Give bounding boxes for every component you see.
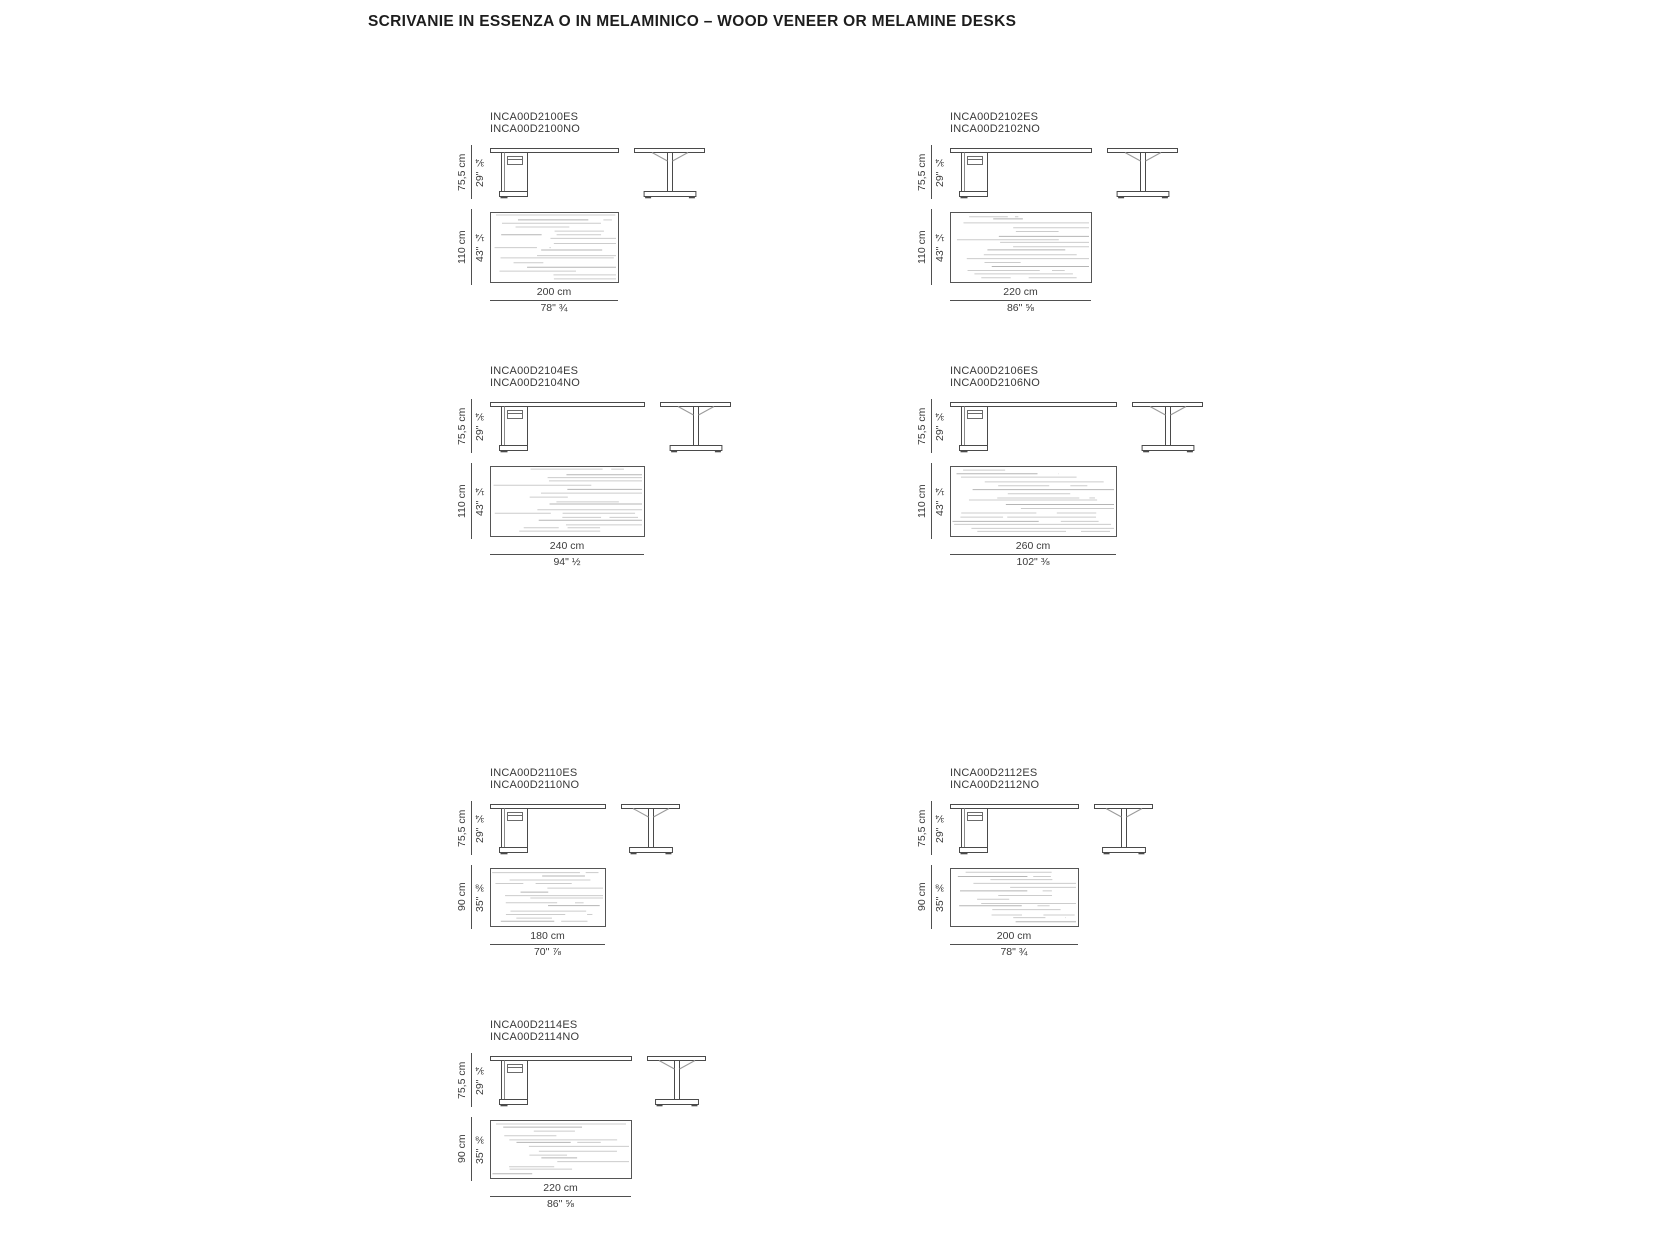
side-elevation-drawing (621, 804, 681, 860)
front-elevation-drawing (490, 148, 620, 204)
product-code-primary: INCA00D2112ES (950, 767, 1038, 779)
height-dimension-cm: 75,5 cm (456, 809, 468, 847)
width-dimension-cm: 200 cm (536, 286, 572, 298)
height-dimension-line (931, 399, 932, 453)
depth-dimension (450, 466, 488, 536)
depth-dimension-cm: 110 cm (916, 484, 928, 518)
depth-dimension-inches: 43" ¼ (934, 485, 946, 517)
width-dimension (950, 540, 1116, 569)
width-dimension-inches: 78" ¾ (1000, 946, 1028, 958)
depth-dimension-inches: 43" ¼ (934, 231, 946, 263)
desk-block-INCA00D2106ES (910, 366, 1330, 606)
page-title: SCRIVANIE IN ESSENZA O IN MELAMINICO – WOOD VENEER OR MELAMINE DESKS (368, 13, 1017, 30)
width-dimension (490, 1182, 631, 1211)
width-dimension (950, 930, 1078, 959)
depth-dimension-line (471, 865, 472, 929)
height-dimension-line (471, 801, 472, 855)
desk-block-INCA00D2114ES (450, 1020, 870, 1246)
depth-dimension-cm: 90 cm (456, 1134, 468, 1164)
depth-dimension-inches: 35" ⅜ (474, 1133, 486, 1165)
product-code-primary: INCA00D2106ES (950, 365, 1039, 377)
height-dimension-line (931, 801, 932, 855)
width-dimension-cm: 240 cm (549, 540, 585, 552)
height-dimension-inches: 29" ¾ (474, 410, 486, 442)
width-dimension-cm: 180 cm (530, 930, 565, 942)
front-elevation-drawing (490, 804, 607, 860)
product-code-secondary: INCA00D2112NO (950, 778, 1040, 791)
front-elevation-drawing (490, 1056, 633, 1112)
height-dimension-line (471, 1053, 472, 1107)
height-dimension (450, 402, 488, 450)
plan-view-drawing (490, 1120, 633, 1180)
depth-dimension-line (471, 209, 472, 285)
width-dimension-inches: 86" ⅝ (1006, 302, 1035, 314)
product-code-secondary: INCA00D2106NO (950, 376, 1041, 389)
side-elevation-drawing (1132, 402, 1204, 458)
depth-dimension (450, 1120, 488, 1178)
width-dimension (490, 540, 644, 569)
product-codes (950, 768, 1039, 791)
plan-view-drawing (950, 212, 1093, 284)
product-code-primary: INCA00D2104ES (490, 365, 579, 377)
plan-view-drawing (950, 868, 1080, 928)
height-dimension (910, 804, 948, 852)
height-dimension-inches: 29" ¾ (934, 812, 946, 844)
height-dimension-line (471, 145, 472, 199)
depth-dimension-cm: 90 cm (916, 882, 928, 912)
product-code-secondary: INCA00D2104NO (490, 376, 581, 389)
width-dimension-cm: 260 cm (1015, 540, 1051, 552)
front-elevation-drawing (950, 402, 1118, 458)
width-dimension-inches: 70" ⅞ (533, 946, 562, 958)
plan-view-drawing (490, 466, 646, 538)
height-dimension-inches: 29" ¾ (474, 156, 486, 188)
depth-dimension-inches: 43" ¼ (474, 485, 486, 517)
height-dimension-inches: 29" ¾ (934, 156, 946, 188)
desk-block-INCA00D2102ES (910, 112, 1330, 352)
product-code-primary: INCA00D2110ES (490, 767, 578, 779)
desk-block-INCA00D2112ES (910, 768, 1330, 1008)
side-elevation-drawing (634, 148, 706, 204)
product-code-primary: INCA00D2100ES (490, 111, 579, 123)
side-elevation-drawing (647, 1056, 707, 1112)
width-dimension-inches: 94" ½ (553, 556, 581, 568)
width-dimension (490, 930, 605, 959)
plan-view-drawing (490, 868, 607, 928)
height-dimension-cm: 75,5 cm (916, 809, 928, 847)
height-dimension-inches: 29" ¾ (474, 1064, 486, 1096)
desk-block-INCA00D2104ES (450, 366, 870, 606)
width-dimension-inches: 86" ⅝ (546, 1198, 575, 1210)
depth-dimension-cm: 110 cm (456, 484, 468, 518)
height-dimension-inches: 29" ¾ (934, 410, 946, 442)
width-dimension (490, 286, 618, 315)
front-elevation-drawing (950, 804, 1080, 860)
width-dimension-inches: 102" ⅜ (1016, 556, 1050, 568)
width-dimension (950, 286, 1091, 315)
depth-dimension-line (931, 209, 932, 285)
height-dimension-cm: 75,5 cm (456, 407, 468, 445)
height-dimension-inches: 29" ¾ (474, 812, 486, 844)
width-dimension-line (950, 944, 1078, 945)
desk-block-INCA00D2100ES (450, 112, 870, 352)
product-codes (490, 112, 580, 135)
width-dimension-line (490, 554, 644, 555)
height-dimension-cm: 75,5 cm (456, 1061, 468, 1099)
depth-dimension (450, 868, 488, 926)
height-dimension-cm: 75,5 cm (456, 153, 468, 191)
height-dimension (450, 148, 488, 196)
depth-dimension (910, 466, 948, 536)
product-code-secondary: INCA00D2114NO (490, 1030, 580, 1043)
depth-dimension (910, 868, 948, 926)
side-elevation-drawing (1094, 804, 1154, 860)
width-dimension-line (490, 1196, 631, 1197)
plan-view-drawing (950, 466, 1118, 538)
product-codes (490, 1020, 579, 1043)
width-dimension-line (950, 554, 1116, 555)
width-dimension-line (950, 300, 1091, 301)
height-dimension-cm: 75,5 cm (916, 153, 928, 191)
product-code-primary: INCA00D2114ES (490, 1019, 578, 1031)
product-codes (490, 768, 579, 791)
width-dimension-cm: 220 cm (543, 1182, 578, 1194)
product-codes (490, 366, 580, 389)
width-dimension-line (490, 944, 605, 945)
height-dimension (450, 1056, 488, 1104)
width-dimension-inches: 78" ¾ (540, 302, 568, 314)
height-dimension-line (931, 145, 932, 199)
depth-dimension-cm: 110 cm (456, 230, 468, 264)
height-dimension-cm: 75,5 cm (916, 407, 928, 445)
depth-dimension-inches: 35" ⅜ (474, 881, 486, 913)
depth-dimension-line (471, 463, 472, 539)
height-dimension (910, 402, 948, 450)
height-dimension-line (471, 399, 472, 453)
height-dimension (450, 804, 488, 852)
product-codes (950, 366, 1040, 389)
front-elevation-drawing (950, 148, 1093, 204)
depth-dimension-inches: 35" ⅜ (934, 881, 946, 913)
depth-dimension-inches: 43" ¼ (474, 231, 486, 263)
depth-dimension-cm: 90 cm (456, 882, 468, 912)
depth-dimension (450, 212, 488, 282)
product-code-secondary: INCA00D2110NO (490, 778, 580, 791)
width-dimension-cm: 200 cm (996, 930, 1032, 942)
side-elevation-drawing (1107, 148, 1179, 204)
product-code-secondary: INCA00D2100NO (490, 122, 581, 135)
side-elevation-drawing (660, 402, 732, 458)
depth-dimension (910, 212, 948, 282)
front-elevation-drawing (490, 402, 646, 458)
width-dimension-cm: 220 cm (1003, 286, 1038, 298)
depth-dimension-cm: 110 cm (916, 230, 928, 264)
depth-dimension-line (931, 463, 932, 539)
product-code-primary: INCA00D2102ES (950, 111, 1039, 123)
height-dimension (910, 148, 948, 196)
desk-block-INCA00D2110ES (450, 768, 870, 1008)
product-code-secondary: INCA00D2102NO (950, 122, 1041, 135)
product-codes (950, 112, 1040, 135)
depth-dimension-line (931, 865, 932, 929)
width-dimension-line (490, 300, 618, 301)
depth-dimension-line (471, 1117, 472, 1181)
plan-view-drawing (490, 212, 620, 284)
